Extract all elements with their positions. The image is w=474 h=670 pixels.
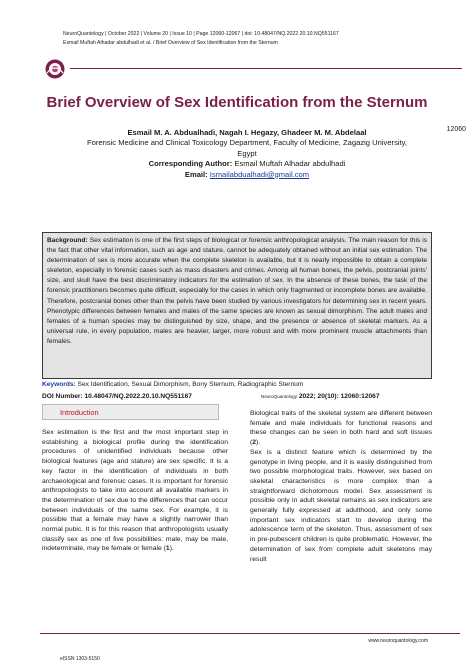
corresponding-label: Corresponding Author:	[148, 159, 233, 169]
header-running-title: Esmail Muftah Alhadar abdulhadi et al. / Brief Overview of Sex Identification from the Sternum	[63, 40, 278, 46]
journal-volume: 2022; 20(10): 12060:12067	[297, 393, 380, 400]
intro-paragraph-2	[250, 409, 432, 448]
email-label: Email:	[184, 169, 208, 179]
footer-website[interactable]: www.neuroquantology.com	[368, 638, 428, 644]
affiliation-country: Egypt	[237, 148, 257, 158]
intro-paragraph-2-text: Biological traits of the skeletal system are different between female and male individuals for functional reasons and these changes can be seen in both hard and soft tissues (	[250, 410, 432, 447]
abstract-text: Sex estimation is one of the first steps of biological or forensic anthropological analysis. The main reason for this is the fact that other vital information, such as age and stature, cannot be adequately obtained without an initial sex estimation. The determination of sex is more accurate when the complete skeleton is available, but it is nearly impossible to obtain a complete skeleton, especially in forensic cases such as mass disasters and crimes. Among all human bones, the pelvis, postcranial joints' size, and skull have the best discriminatory indicators for the estimation of sex. In the absence of these bones, the task of the forensic practitioners becomes quite difficult, especially for the cases in which only fragmented or incomplete bones are available. Therefore, postcranial bones other than the pelvis have been studied by various investigators for determining sex in recent years. Phenotypic differences between females and males of the same species are known as sexual dimorphism. The adult males and females of a human species may be distinguished by size, shape, and the presence or absence of skeletal markers. As a universal rule, in every population, males are heavier, larger, more robust and with more prominent muscle attachments than females.	[47, 237, 427, 345]
author-block	[40, 128, 454, 180]
section-heading: Introduction	[60, 408, 99, 417]
intro-paragraph-3: Sex is a distinct feature which is determined by the genotype in living people, and it is easily distinguished from two possible morphological traits. However, sex based on skeletal characteristics is more complex than a straightforward dichotomous model. Sex assessment is possible only in adult skeletal remains as sex indicators are generally fully expressed at adulthood, and only some important sex indicators start to develop during the adolescence term of the skeleton. Thus, assessment of sex in pre-pubescent children is quite problematic. However, the determination of sex from complete adult skeletons may result	[250, 448, 432, 563]
corresponding-author	[40, 159, 454, 169]
footer-eissn: eISSN 1303-5150	[60, 656, 100, 662]
page-number: 12060	[446, 126, 466, 133]
abstract-label: Background:	[47, 237, 88, 244]
journal-citation	[261, 393, 380, 400]
journal-logo-icon	[44, 58, 66, 80]
abstract-box	[42, 232, 432, 379]
journal-name: NeuroQuantology	[261, 394, 298, 399]
intro-paragraph-2-end: ).	[256, 439, 261, 447]
intro-paragraph-1-end: ).	[169, 545, 174, 553]
reference-1[interactable]: 1	[165, 545, 170, 553]
header-rule	[70, 68, 462, 69]
corresponding-name: Esmail Muftah Alhadar abdulhadi	[232, 159, 346, 169]
keywords-line	[42, 381, 432, 388]
email-line	[40, 170, 454, 180]
doi-number: DOI Number: 10.48047/NQ.2022.20.10.NQ551167	[42, 393, 192, 400]
author-names: Esmail M. A. Abdualhadi, Nagah I. Hegazy, Ghadeer M. M. Abdelaal	[127, 128, 367, 137]
keywords-text: Sex Identification, Sexual Dimorphism, Bony Sternum, Radiographic Sternum	[75, 381, 304, 388]
affiliation: Forensic Medicine and Clinical Toxicology Department, Faculty of Medicine, Zagazig University,	[86, 138, 408, 148]
body-column-left	[42, 428, 228, 554]
header-citation: NeuroQuantology | October 2022 | Volume 20 | Issue 10 | Page 12060-12067 | doi: 10.48047/NQ.2022.20.10.NQ551167	[63, 31, 339, 37]
intro-paragraph-1: Sex estimation is the first and the most important step in establishing a biological profile during the identification procedures of unidentified individuals because other biological features (age and stature) are sex specific. It is a key factor in the identification of individuals in both archaeological and forensic cases. It is important for forensic anthropologists to take into account all available markers in the determination of sex due to the differences that can occur between individuals of the same sex. For example, it is possible that a female may have a slightly narrower than normal pubic. It is for this reason that anthropologists usually classify sex as one of five possibilities: male, may be male, indeterminate, may be female or female (	[42, 429, 228, 553]
article-title: Brief Overview of Sex Identification from the Sternum	[46, 94, 428, 111]
body-column-right	[250, 409, 432, 564]
email-link[interactable]: Ismailabdualhadi@gmail.com	[209, 169, 310, 179]
footer-rule	[40, 633, 460, 634]
keywords-label: Keywords:	[42, 381, 76, 388]
reference-2[interactable]: 2	[252, 439, 257, 447]
